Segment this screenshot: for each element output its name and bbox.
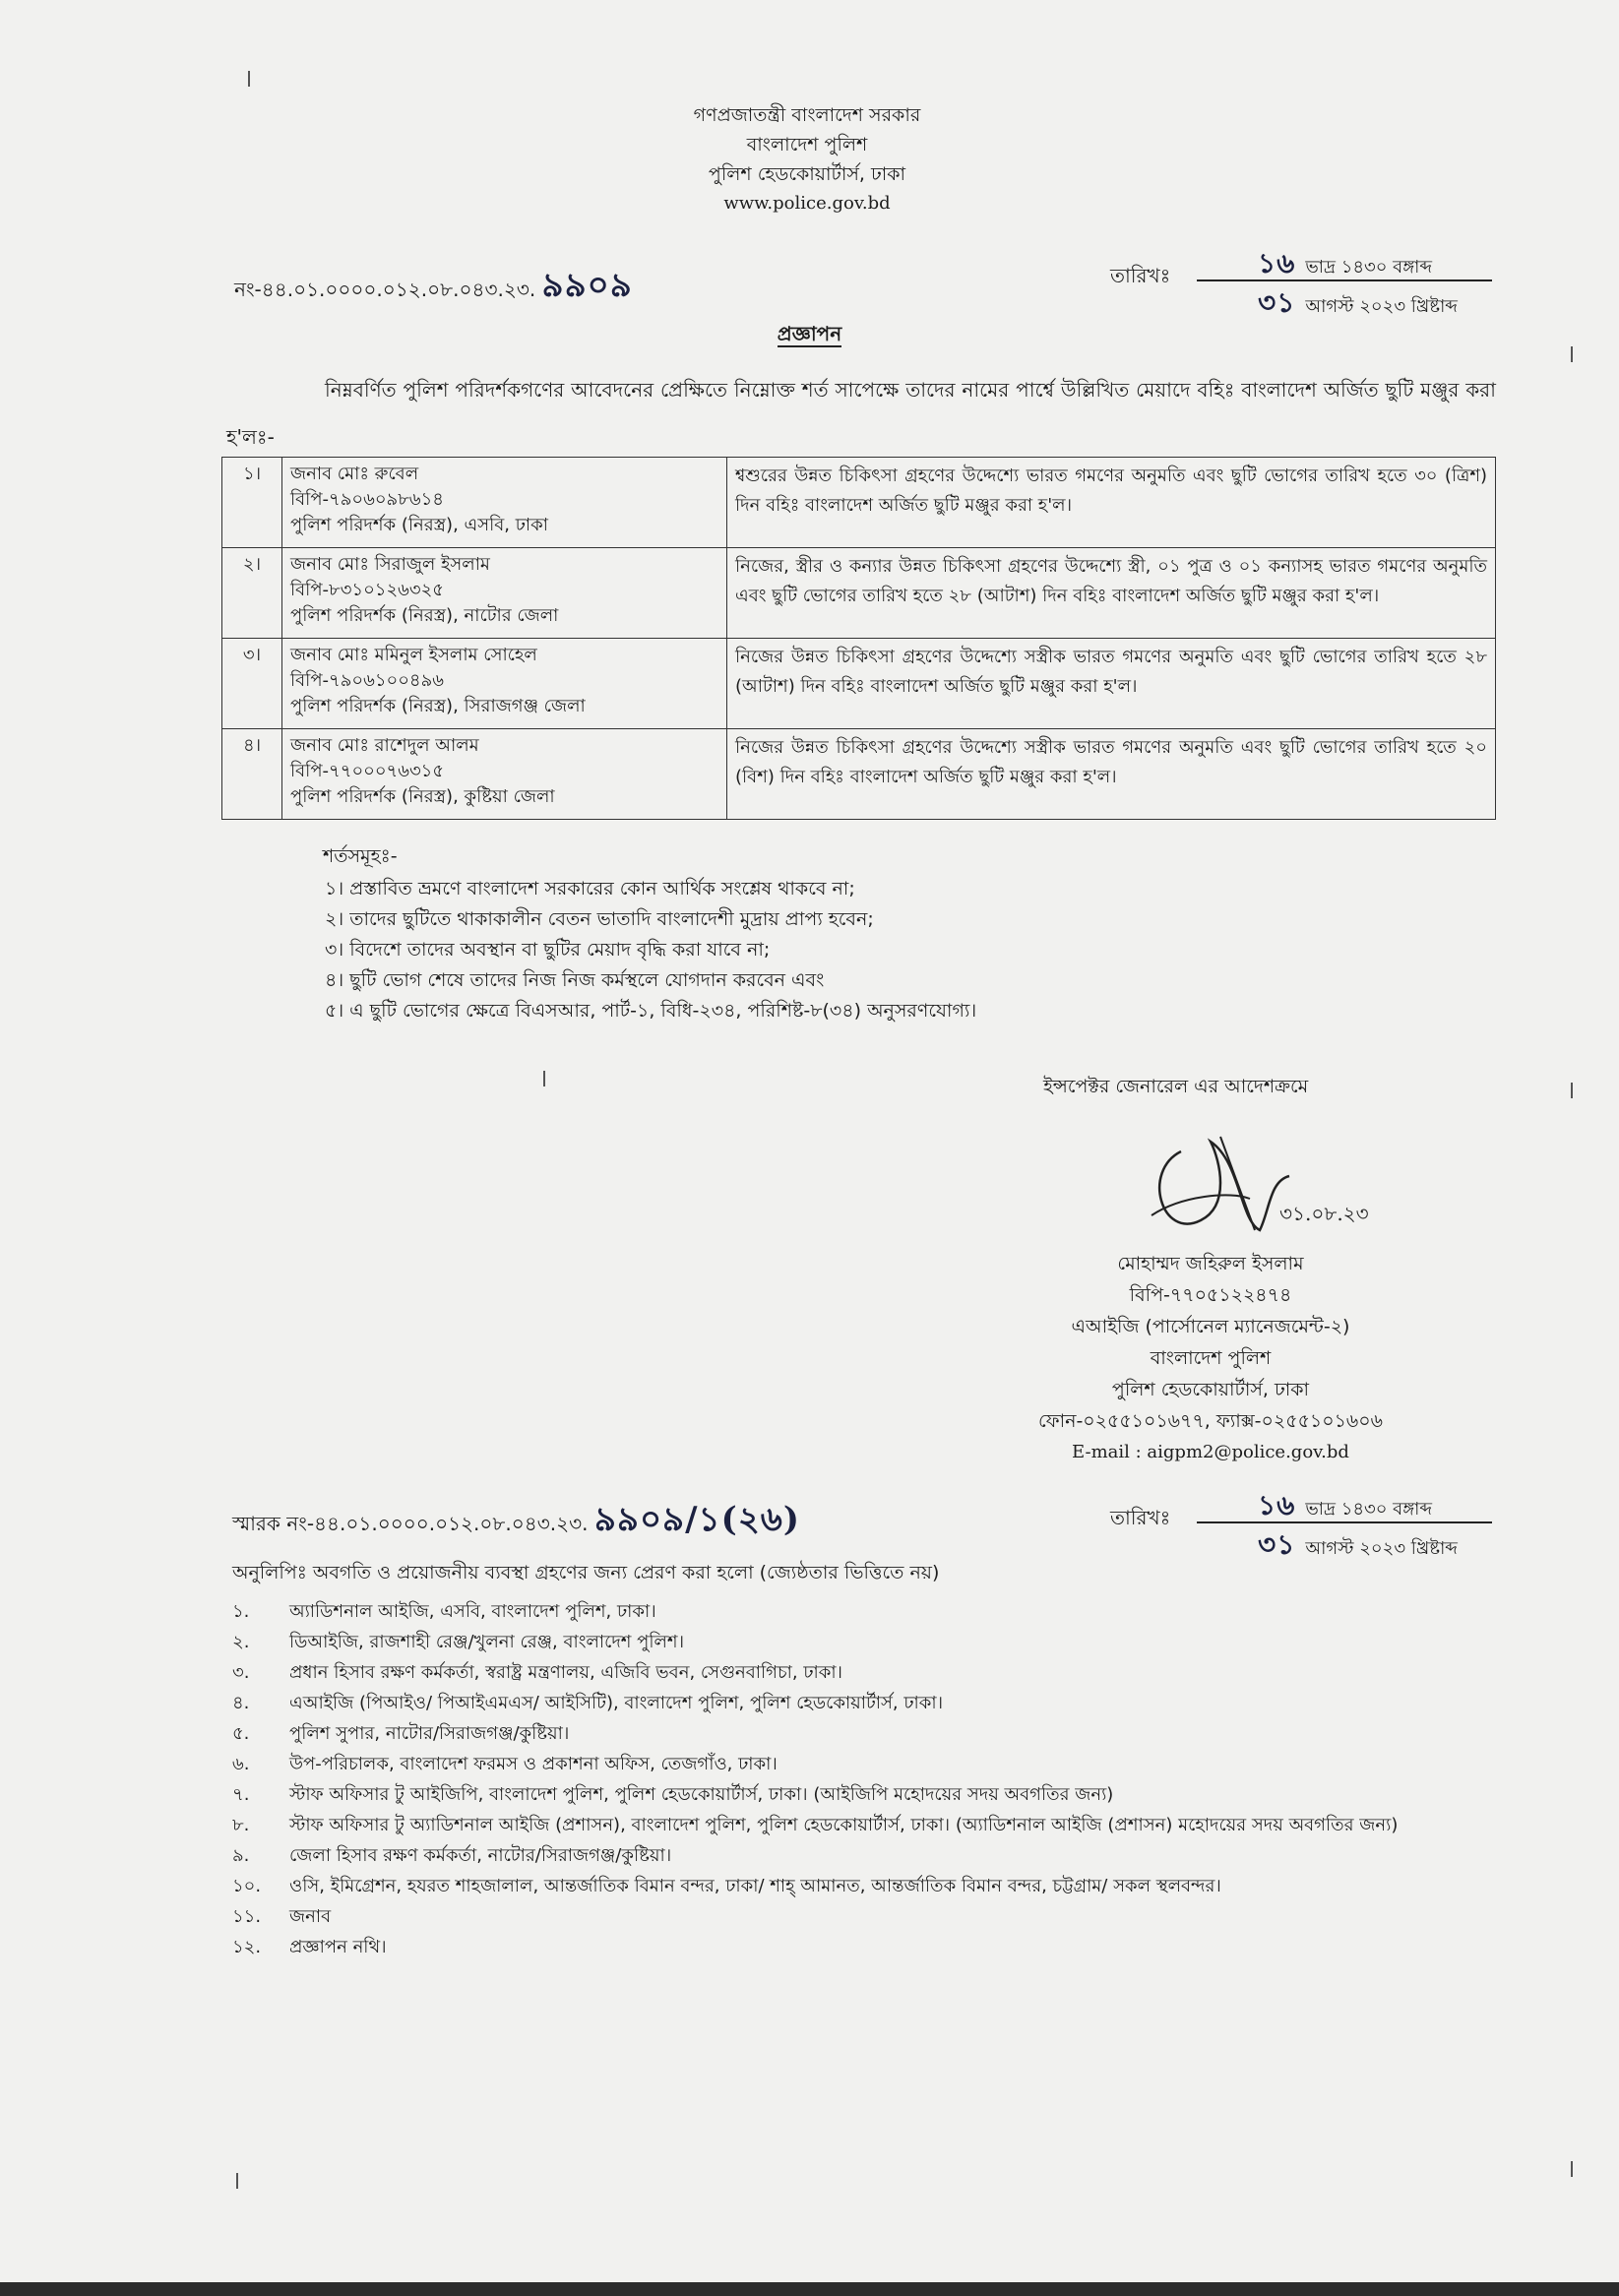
- english-day-handwritten: ৩১: [1258, 286, 1296, 319]
- signatory-email[interactable]: E-mail : aigpm2@police.gov.bd: [1072, 1442, 1349, 1462]
- condition-item: ৪। ছুটি ভোগ শেষে তাদের নিজ নিজ কর্মস্থলে যোগদান করবেন এবং: [325, 969, 825, 991]
- cc-item-number: ২.: [232, 1632, 250, 1652]
- officer-leave-details: নিজের উন্নত চিকিৎসা গ্রহণের উদ্দেশ্যে সস্ত্রীক ভারত গমণের অনুমতি এবং ছুটি ভোগের তারিখ হতে ২০ (বিশ) দিন বহিঃ বাংলাদেশ অর্জিত ছুটি মঞ্জুর করা হ'ল।: [727, 729, 1496, 820]
- govt-name: গণপ্রজাতন্ত্রী বাংলাদেশ সরকার: [693, 104, 921, 126]
- cc-item: [232, 1627, 1512, 1657]
- scan-mark: [248, 71, 250, 87]
- signatory-designation: এআইজি (পার্সোনেল ম্যানেজমেন্ট-২): [1071, 1316, 1350, 1337]
- officer-serial: ৪।: [222, 729, 282, 820]
- memo-number: [234, 260, 633, 316]
- english-day-handwritten-2: ৩১: [1258, 1528, 1296, 1561]
- officer-serial: ৩।: [222, 639, 282, 729]
- officer-designation: পুলিশ পরিদর্শক (নিরস্ত্র), এসবি, ঢাকা: [290, 515, 548, 535]
- officer-designation: পুলিশ পরিদর্শক (নিরস্ত্র), সিরাজগঞ্জ জেলা: [290, 696, 586, 716]
- cc-item: [232, 1718, 1512, 1749]
- cc-item-number: ৩.: [232, 1662, 250, 1683]
- bangla-month-year: ভাদ্র ১৪৩০ বঙ্গাব্দ: [1305, 257, 1432, 278]
- cc-item-number: ৬.: [232, 1754, 250, 1774]
- cc-item-text: অ্যাডিশনাল আইজি, এসবি, বাংলাদেশ পুলিশ, ঢাকা।: [289, 1601, 656, 1622]
- cc-item-text: পুলিশ সুপার, নাটোর/সিরাজগঞ্জ/কুষ্টিয়া।: [289, 1723, 570, 1744]
- officer-info: [282, 458, 727, 548]
- officer-row: [222, 458, 1496, 548]
- cc-item: [232, 1596, 1512, 1627]
- cc-item-number: ৪.: [232, 1693, 250, 1713]
- cc-item: [232, 1871, 1512, 1901]
- memo-prefix: নং-৪৪.০১.০০০০.০১২.০৮.০৪৩.২৩.: [234, 278, 536, 301]
- conditions-list: [325, 874, 976, 1026]
- cc-item-number: ৯.: [232, 1845, 250, 1866]
- website-link[interactable]: www.police.gov.bd: [723, 193, 891, 214]
- cc-item-text: জেলা হিসাব রক্ষণ কর্মকর্তা, নাটোর/সিরাজগঞ্জ/কুষ্টিয়া।: [289, 1845, 672, 1866]
- bangla-day-handwritten-2: ১৬: [1258, 1489, 1296, 1521]
- cc-item-number: ১.: [232, 1601, 250, 1622]
- condition-item: ৫। এ ছুটি ভোগের ক্ষেত্রে বিএসআর, পার্ট-১, বিধি-২৩৪, পরিশিষ্ট-৮(৩৪) অনুসরণযোগ্য।: [325, 1000, 977, 1022]
- memo2-date: [1110, 1484, 1494, 1563]
- memo2-prefix: স্মারক নং-৪৪.০১.০০০০.০১২.০৮.০৪৩.২৩.: [232, 1512, 589, 1535]
- cc-item: [232, 1901, 1512, 1932]
- signatory-org: বাংলাদেশ পুলিশ: [1150, 1347, 1272, 1369]
- condition-item: ২। তাদের ছুটিতে থাকাকালীন বেতন ভাতাদি বাংলাদেশী মুদ্রায় প্রাপ্য হবেন;: [325, 908, 874, 930]
- cc-item: [232, 1688, 1512, 1718]
- english-date-2: [1258, 1523, 1458, 1570]
- officer-name: জনাব মোঃ রুবেল: [290, 464, 419, 484]
- officer-serial: ২।: [222, 548, 282, 639]
- cc-item: [232, 1840, 1512, 1871]
- cc-item-number: ১২.: [232, 1937, 262, 1957]
- cc-item-text: প্রধান হিসাব রক্ষণ কর্মকর্তা, স্বরাষ্ট্র মন্ত্রণালয়, এজিবি ভবন, সেগুনবাগিচা, ঢাকা।: [289, 1662, 842, 1683]
- condition-item: ১। প্রস্তাবিত ভ্রমণে বাংলাদেশ সরকারের কোন আর্থিক সংশ্লেষ থাকবে না;: [325, 878, 855, 900]
- org-name: বাংলাদেশ পুলিশ: [746, 134, 868, 155]
- bangla-month-year-2: ভাদ্র ১৪৩০ বঙ্গাব্দ: [1305, 1499, 1432, 1520]
- cc-item-text: প্রজ্ঞাপন নথি।: [289, 1937, 387, 1957]
- signatory-block: [984, 1248, 1437, 1468]
- cc-item: [232, 1657, 1512, 1688]
- officer-designation: পুলিশ পরিদর্শক (নিরস্ত্র), নাটোর জেলা: [290, 605, 559, 626]
- office-name: পুলিশ হেডকোয়ার্টার্স, ঢাকা: [708, 163, 906, 185]
- officer-designation: পুলিশ পরিদর্শক (নিরস্ত্র), কুষ্টিয়া জেলা: [290, 786, 555, 807]
- scan-mark: [1571, 346, 1573, 362]
- cc-item: [232, 1779, 1512, 1810]
- cc-item-text: উপ-পরিচালক, বাংলাদেশ ফরমস ও প্রকাশনা অফিস, তেজগাঁও, ঢাকা।: [289, 1754, 778, 1774]
- officer-leave-details: নিজের, স্ত্রীর ও কন্যার উন্নত চিকিৎসা গ্রহণের উদ্দেশ্যে স্ত্রী, ০১ পুত্র ও ০১ কন্যাসহ ভারত গমণের অনুমতি এবং ছুটি ভোগের তারিখ হতে ২৮ (আটাশ) দিন বহিঃ বাংলাদেশ অর্জিত ছুটি মঞ্জুর করা হ'ল।: [727, 548, 1496, 639]
- cc-item-text: জনাব: [289, 1906, 332, 1927]
- officer-leave-details: নিজের উন্নত চিকিৎসা গ্রহণের উদ্দেশ্যে সস্ত্রীক ভারত গমণের অনুমতি এবং ছুটি ভোগের তারিখ হতে ২৮ (আটাশ) দিন বহিঃ বাংলাদেশ অর্জিত ছুটি মঞ্জুর করা হ'ল।: [727, 639, 1496, 729]
- officer-serial: ১।: [222, 458, 282, 548]
- officer-info: [282, 729, 727, 820]
- officer-bp: বিপি-৭৯০৬১০০৪৯৬: [290, 670, 444, 691]
- date2-label: তারিখঃ: [1110, 1506, 1171, 1529]
- cc-item-text: স্টাফ অফিসার টু আইজিপি, বাংলাদেশ পুলিশ, পুলিশ হেডকোয়ার্টার্স, ঢাকা। (আইজিপি মহোদয়ের সদয় অবগতির জন্য): [289, 1784, 1114, 1805]
- officer-bp: বিপি-৮৩১০১২৬৩২৫: [290, 580, 444, 600]
- cc-item-text: এআইজি (পিআইও/ পিআইএমএস/ আইসিটি), বাংলাদেশ পুলিশ, পুলিশ হেডকোয়ার্টার্স, ঢাকা।: [289, 1693, 944, 1713]
- officer-leave-details: শ্বশুরের উন্নত চিকিৎসা গ্রহণের উদ্দেশ্যে ভারত গমণের অনুমতি এবং ছুটি ভোগের তারিখ হতে ৩০ (ত্রিশ) দিন বহিঃ বাংলাদেশ অর্জিত ছুটি মঞ্জুর করা হ'ল।: [727, 458, 1496, 548]
- date-label: তারিখঃ: [1110, 264, 1171, 287]
- officer-row: [222, 729, 1496, 820]
- title-text: প্রজ্ঞাপন: [777, 322, 842, 345]
- officer-row: [222, 639, 1496, 729]
- document-title: [0, 320, 1619, 352]
- signature-date: ৩১.০৮.২৩: [1279, 1202, 1369, 1225]
- signatory-phone-fax: ফোন-০২৫৫১০১৬৭৭, ফ্যাক্স-০২৫৫১০১৬০৬: [1038, 1410, 1383, 1432]
- officer-bp: বিপি-৭৭০০০৭৬৩১৫: [290, 761, 445, 781]
- scan-mark: [236, 2173, 238, 2189]
- order-line: ইন্সপেক্টর জেনারেল এর আদেশক্রমে: [1043, 1076, 1309, 1097]
- signatory-bp: বিপি-৭৭০৫১২২৪৭৪: [1129, 1284, 1292, 1306]
- officer-bp: বিপি-৭৯০৬০৯৮৬১৪: [290, 489, 444, 510]
- cc-item-number: ১০.: [232, 1876, 262, 1896]
- cc-item-text: ওসি, ইমিগ্রেশন, হযরত শাহজালাল, আন্তর্জাতিক বিমান বন্দর, ঢাকা/ শাহ্ আমানত, আন্তর্জাতিক বিমান বন্দর, চট্টগ্রাম/ সকল স্থলবন্দর।: [289, 1876, 1221, 1896]
- officer-name: জনাব মোঃ সিরাজুল ইসলাম: [290, 554, 490, 575]
- officer-table: [221, 457, 1496, 820]
- cc-item-text: ডিআইজি, রাজশাহী রেঞ্জ/খুলনা রেঞ্জ, বাংলাদেশ পুলিশ।: [289, 1632, 685, 1652]
- officer-info: [282, 639, 727, 729]
- cc-item-number: ৭.: [232, 1784, 250, 1805]
- cc-item: [232, 1749, 1512, 1779]
- officer-name: জনাব মোঃ মমিনুল ইসলাম সোহেল: [290, 645, 537, 665]
- condition-item: ৩। বিদেশে তাদের অবস্থান বা ছুটির মেয়াদ বৃদ্ধি করা যাবে না;: [325, 939, 771, 961]
- cc-item-number: ৫.: [232, 1723, 250, 1744]
- english-month-year: আগস্ট ২০২৩ খ্রিষ্টাব্দ: [1305, 296, 1458, 317]
- cc-item-number: ১১.: [232, 1906, 262, 1927]
- scan-mark: [543, 1071, 545, 1086]
- cc-item-text: স্টাফ অফিসার টু অ্যাডিশনাল আইজি (প্রশাসন), বাংলাদেশ পুলিশ, পুলিশ হেডকোয়ার্টার্স, ঢাকা। (অ্যাডিশনাল আইজি (প্রশাসন) মহোদয়ের সদয় অবগতির জন্য): [289, 1815, 1399, 1835]
- officer-row: [222, 548, 1496, 639]
- officer-name: জনাব মোঃ রাশেদুল আলম: [290, 735, 479, 756]
- intro-paragraph: নিম্নবর্ণিত পুলিশ পরিদর্শকগণের আবেদনের প্রেক্ষিতে নিম্নোক্ত শর্ত সাপেক্ষে তাদের নামের পার্শ্বে উল্লিখিত মেয়াদে বহিঃ বাংলাদেশ অর্জিত ছুটি মঞ্জুর করা হ'লঃ-: [226, 378, 1496, 449]
- english-month-year-2: আগস্ট ২০২৩ খ্রিষ্টাব্দ: [1305, 1538, 1458, 1559]
- issue-date: [1110, 242, 1494, 321]
- memo2-number: [232, 1494, 800, 1550]
- bangla-day-handwritten: ১৬: [1258, 247, 1296, 279]
- cc-item: [232, 1932, 1512, 1962]
- scan-mark: [1571, 2161, 1573, 2177]
- signatory-name: মোহাম্মদ জহিরুল ইসলাম: [1117, 1253, 1304, 1274]
- memo2-handwritten-number: ৯৯০৯/১(২৬): [593, 1500, 800, 1539]
- scan-mark: [1571, 1083, 1573, 1098]
- signatory-office: পুলিশ হেডকোয়ার্টার্স, ঢাকা: [1111, 1379, 1310, 1400]
- cc-item: [232, 1810, 1512, 1840]
- memo-handwritten-number: ৯৯০৯: [541, 266, 633, 305]
- officer-info: [282, 548, 727, 639]
- cc-list: [232, 1596, 1512, 1962]
- scan-edge: [0, 2282, 1619, 2296]
- cc-intro: অনুলিপিঃ অবগতি ও প্রয়োজনীয় ব্যবস্থা গ্রহণের জন্য প্রেরণ করা হলো (জ্যেষ্ঠতার ভিত্তিতে নয়): [232, 1562, 940, 1583]
- conditions-title: শর্তসমূহঃ-: [323, 845, 398, 867]
- letterhead: [600, 100, 1014, 218]
- cc-item-number: ৮.: [232, 1815, 250, 1835]
